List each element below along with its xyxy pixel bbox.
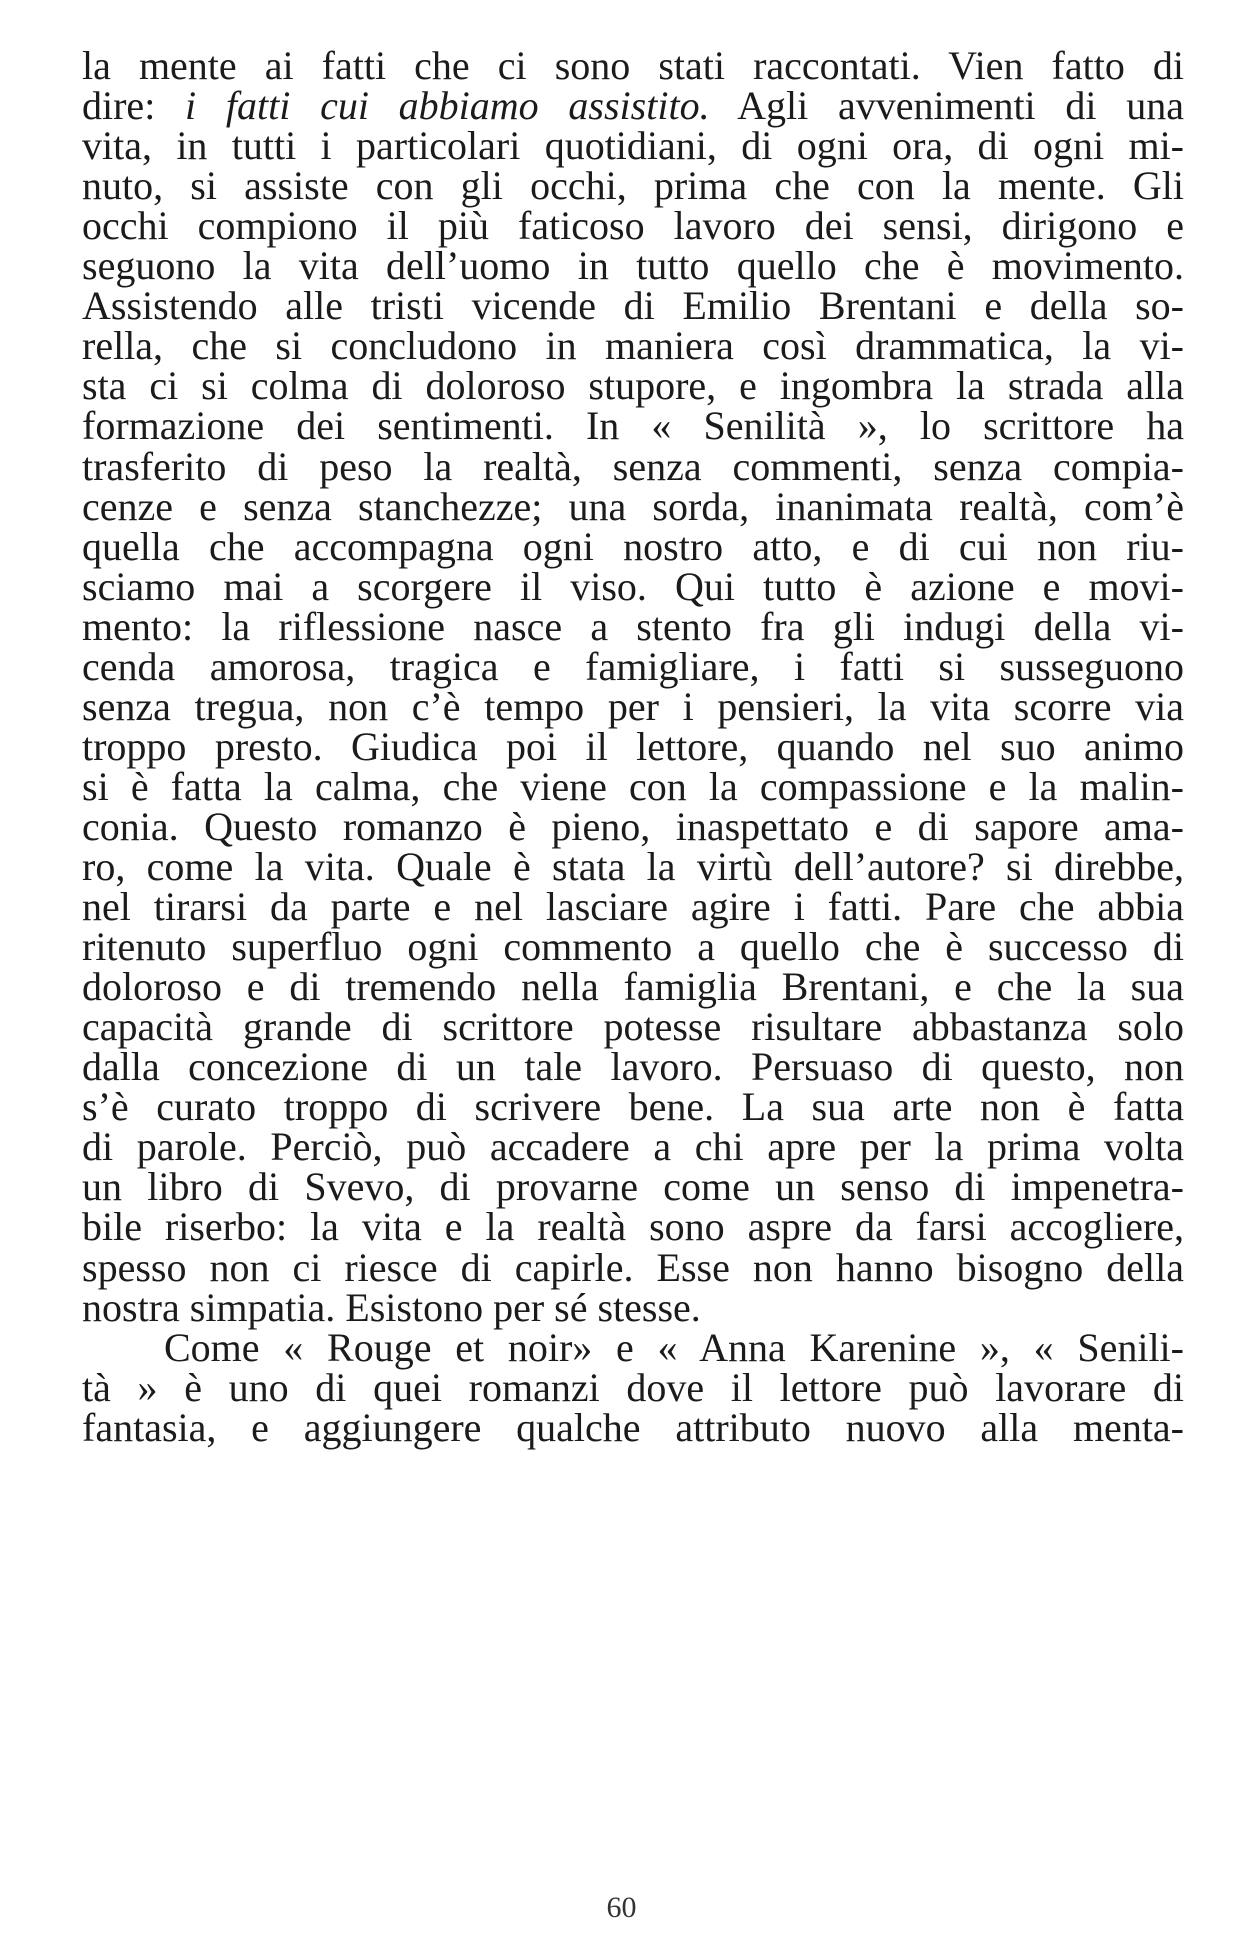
text-line: formazione dei sentimenti. In « Senilità », lo scrittore ha [82, 403, 1184, 449]
text-line: vita, in tutti i particolari quotidiani, di ogni ora, di ogni mi- [82, 123, 1184, 169]
italic-phrase: i fatti cui abbiamo assistito. [185, 83, 710, 129]
text-line: s’è curato troppo di scrivere bene. La sua arte non è fatta [82, 1084, 1184, 1130]
text-line: dalla concezione di un tale lavoro. Persuaso di questo, non [82, 1044, 1184, 1090]
text-line: di parole. Perciò, può accadere a chi apre per la prima volta [82, 1124, 1184, 1170]
text-line: nostra simpatia. Esistono per sé stesse. [82, 1284, 701, 1330]
text-line: quella che accompagna ogni nostro atto, e di cui non riu- [82, 523, 1184, 569]
text-line: troppo presto. Giudica poi il lettore, quando nel suo animo [82, 723, 1184, 769]
text-line: nel tirarsi da parte e nel lasciare agire i fatti. Pare che abbia [82, 884, 1184, 930]
text-line: cenze e senza stanchezze; una sorda, inanimata realtà, com’è [82, 483, 1184, 529]
text-line: seguono la vita dell’uomo in tutto quello che è movimento. [82, 243, 1184, 289]
text-line: sta ci si colma di doloroso stupore, e ingombra la strada alla [82, 363, 1184, 409]
text-line: ro, come la vita. Quale è stata la virtù dell’autore? si direbbe, [82, 844, 1184, 889]
text-line: dire: i fatti cui abbiamo assistito. Agli avvenimenti di una [82, 83, 1184, 129]
text-line: Assistendo alle tristi vicende di Emilio Brentani e della so- [82, 283, 1184, 329]
page-number: 60 [606, 1891, 637, 1924]
text-line: mento: la riflessione nasce a stento fra gli indugi della vi- [82, 603, 1184, 649]
text-line: cenda amorosa, tragica e famigliare, i fatti si susseguono [82, 643, 1184, 689]
text-line: occhi compiono il più faticoso lavoro dei sensi, dirigono e [82, 203, 1184, 249]
text-line: un libro di Svevo, di provarne come un senso di impenetra- [82, 1164, 1184, 1210]
text-line: trasferito di peso la realtà, senza commenti, senza compia- [82, 443, 1184, 489]
text-line: tà » è uno di quei romanzi dove il lettore può lavorare di [82, 1364, 1184, 1410]
text-line: la mente ai fatti che ci sono stati raccontati. Vien fatto di [82, 43, 1184, 88]
text-line: senza tregua, non c’è tempo per i pensieri, la vita scorre via [82, 683, 1184, 729]
text-line: spesso non ci riesce di capirle. Esse non hanno bisogno della [82, 1244, 1184, 1290]
text-line: si è fatta la calma, che viene con la compassione e la malin- [82, 763, 1184, 809]
text-line: fantasia, e aggiungere qualche attributo nuovo alla menta- [82, 1404, 1184, 1450]
text-line: ritenuto superfluo ogni commento a quello che è successo di [82, 924, 1184, 970]
text-line: conia. Questo romanzo è pieno, inaspettato e di sapore ama- [82, 803, 1184, 849]
text-line: nuto, si assiste con gli occhi, prima che con la mente. Gli [82, 163, 1184, 209]
text-line: rella, che si concludono in maniera così drammatica, la vi- [82, 323, 1184, 369]
text-line: capacità grande di scrittore potesse risultare abbastanza solo [82, 1004, 1184, 1050]
text-line: Come « Rouge et noir» e « Anna Karenine », « Senili- [164, 1324, 1184, 1370]
text-line: sciamo mai a scorgere il viso. Qui tutto è azione e movi- [82, 563, 1184, 609]
text-line: doloroso e di tremendo nella famiglia Brentani, e che la sua [82, 964, 1184, 1010]
text-line: bile riserbo: la vita e la realtà sono aspre da farsi accogliere, [82, 1204, 1184, 1250]
